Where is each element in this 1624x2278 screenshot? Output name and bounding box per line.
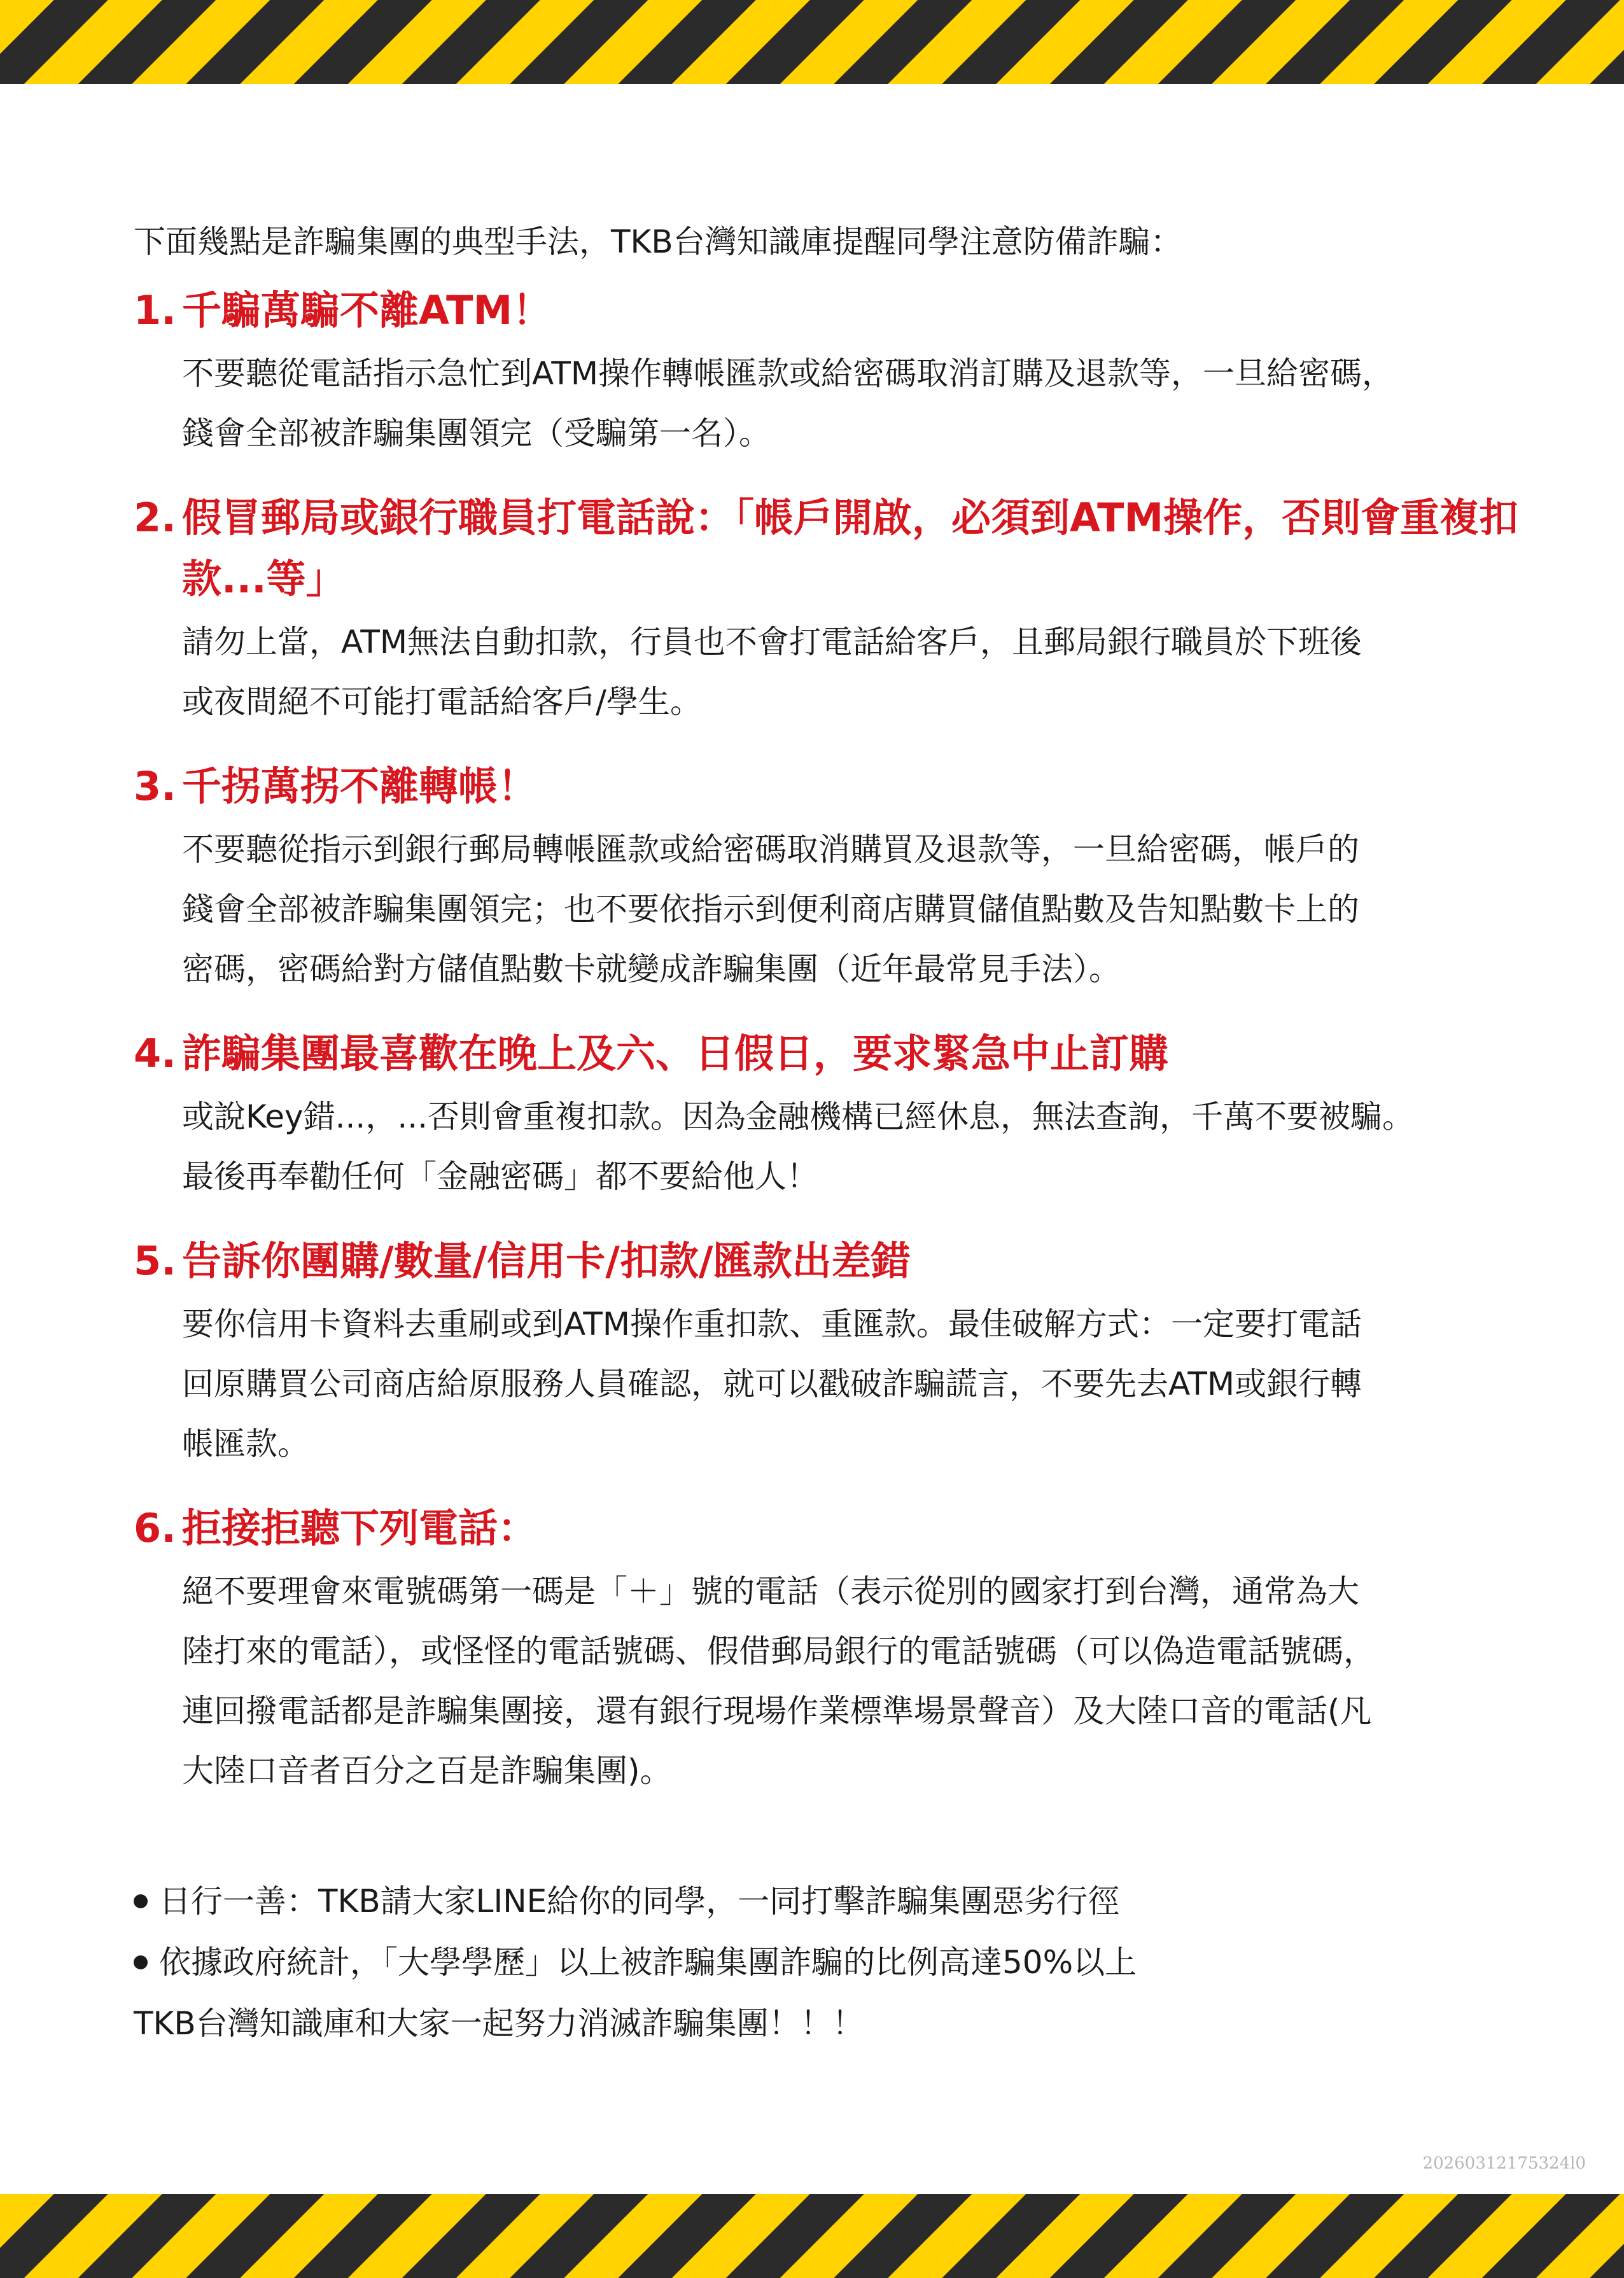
item-number: 5. [134, 1238, 176, 1284]
item-title-text: 千拐萬拐不離轉帳！ [182, 763, 538, 809]
item-title [134, 1023, 1521, 1084]
item-body-line: 或說Key錯...，...否則會重複扣款。因為金融機構已經休息，無法查詢，千萬不要被騙。 [182, 1098, 1415, 1135]
item-body-line: 不要聽從指示到銀行郵局轉帳匯款或給密碼取消購買及退款等，一旦給密碼，帳戶的 [182, 831, 1359, 868]
closing-text: TKB台灣知識庫和大家一起努力消滅詐騙集團！！！ [134, 2005, 864, 2042]
item-title [134, 756, 1521, 817]
fraud-item-2 [134, 487, 1521, 732]
item-body-line: 不要聽從電話指示急忙到ATM操作轉帳匯款或給密碼取消訂購及退款等，一旦給密碼， [182, 355, 1394, 392]
item-body [182, 820, 1521, 999]
note-item [134, 1932, 1521, 1993]
item-body [182, 612, 1521, 732]
fraud-item-4 [134, 1023, 1521, 1206]
footer-notes [134, 1871, 1521, 2054]
item-body-line: 連回撥電話都是詐騙集團接，還有銀行現場作業標準場景聲音）及大陸口音的電話(凡 [182, 1693, 1372, 1729]
item-number: 6. [134, 1505, 176, 1551]
item-title-text: 假冒郵局或銀行職員打電話說：「帳戶開啟，必須到ATM操作，否則會重複扣款...等」 [182, 494, 1519, 602]
item-body-line: 錢會全部被詐騙集團領完（受騙第一名）。 [182, 415, 771, 452]
fraud-item-5 [134, 1231, 1521, 1474]
intro-text: 下面幾點是詐騙集團的典型手法，TKB台灣知識庫提醒同學注意防備詐騙： [134, 223, 1182, 260]
note-text: 依據政府統計，「大學學歷」以上被詐騙集團詐騙的比例高達50%以上 [159, 1944, 1137, 1981]
note-item [134, 1871, 1521, 1932]
item-title-text: 拒接拒聽下列電話： [182, 1505, 538, 1551]
item-title [134, 1498, 1521, 1559]
item-body-line: 請勿上當，ATM無法自動扣款，行員也不會打電話給客戶，且郵局銀行職員於下班後 [182, 624, 1362, 660]
item-title [134, 280, 1521, 341]
item-title-text: 千騙萬騙不離ATM！ [182, 287, 552, 333]
item-body-line: 最後再奉勸任何「金融密碼」都不要給他人！ [182, 1158, 818, 1195]
item-title [134, 487, 1521, 610]
item-body-line: 大陸口音者百分之百是詐騙集團)。 [182, 1752, 672, 1789]
item-number: 2. [134, 494, 176, 541]
item-body [182, 1294, 1521, 1474]
item-body-line: 要你信用卡資料去重刷或到ATM操作重扣款、重匯款。最佳破解方式：一定要打電話 [182, 1306, 1362, 1343]
item-number: 1. [134, 287, 176, 333]
item-body [182, 1087, 1521, 1206]
item-body-line: 密碼，密碼給對方儲值點數卡就變成詐騙集團（近年最常見手法）。 [182, 951, 1121, 988]
bullet-icon [134, 1955, 148, 1969]
item-title-text: 詐騙集團最喜歡在晚上及六、日假日，要求緊急中止訂購 [182, 1030, 1169, 1077]
serial-number: 20260312175324l0 [1422, 2154, 1586, 2173]
item-body [182, 1562, 1521, 1801]
item-number: 4. [134, 1030, 176, 1077]
item-body-line: 回原購買公司商店給原服務人員確認，就可以戳破詐騙謊言，不要先去ATM或銀行轉 [182, 1366, 1362, 1402]
fraud-item-1 [134, 280, 1521, 463]
hazard-stripe-bottom [0, 2194, 1624, 2278]
fraud-item-6 [134, 1498, 1521, 1801]
notice-content [134, 210, 1521, 2054]
fraud-item-3 [134, 756, 1521, 999]
item-body-line: 陸打來的電話），或怪怪的電話號碼、假借郵局銀行的電話號碼（可以偽造電話號碼， [182, 1633, 1375, 1670]
bullet-icon [134, 1894, 148, 1908]
item-body-line: 絕不要理會來電號碼第一碼是「＋」號的電話（表示從別的國家打到台灣，通常為大 [182, 1573, 1359, 1610]
item-body-line: 帳匯款。 [182, 1425, 309, 1462]
item-title-text: 告訴你團購/數量/信用卡/扣款/匯款出差錯 [182, 1238, 911, 1284]
note-text: 日行一善：TKB請大家LINE給你的同學，一同打擊詐騙集團惡劣行徑 [159, 1883, 1120, 1920]
hazard-stripe-top [0, 0, 1624, 84]
item-number: 3. [134, 763, 176, 809]
item-body-line: 或夜間絕不可能打電話給客戶/學生。 [182, 683, 702, 720]
item-title [134, 1231, 1521, 1292]
item-body [182, 344, 1521, 463]
item-body-line: 錢會全部被詐騙集團領完；也不要依指示到便利商店購買儲值點數及告知點數卡上的 [182, 891, 1359, 928]
